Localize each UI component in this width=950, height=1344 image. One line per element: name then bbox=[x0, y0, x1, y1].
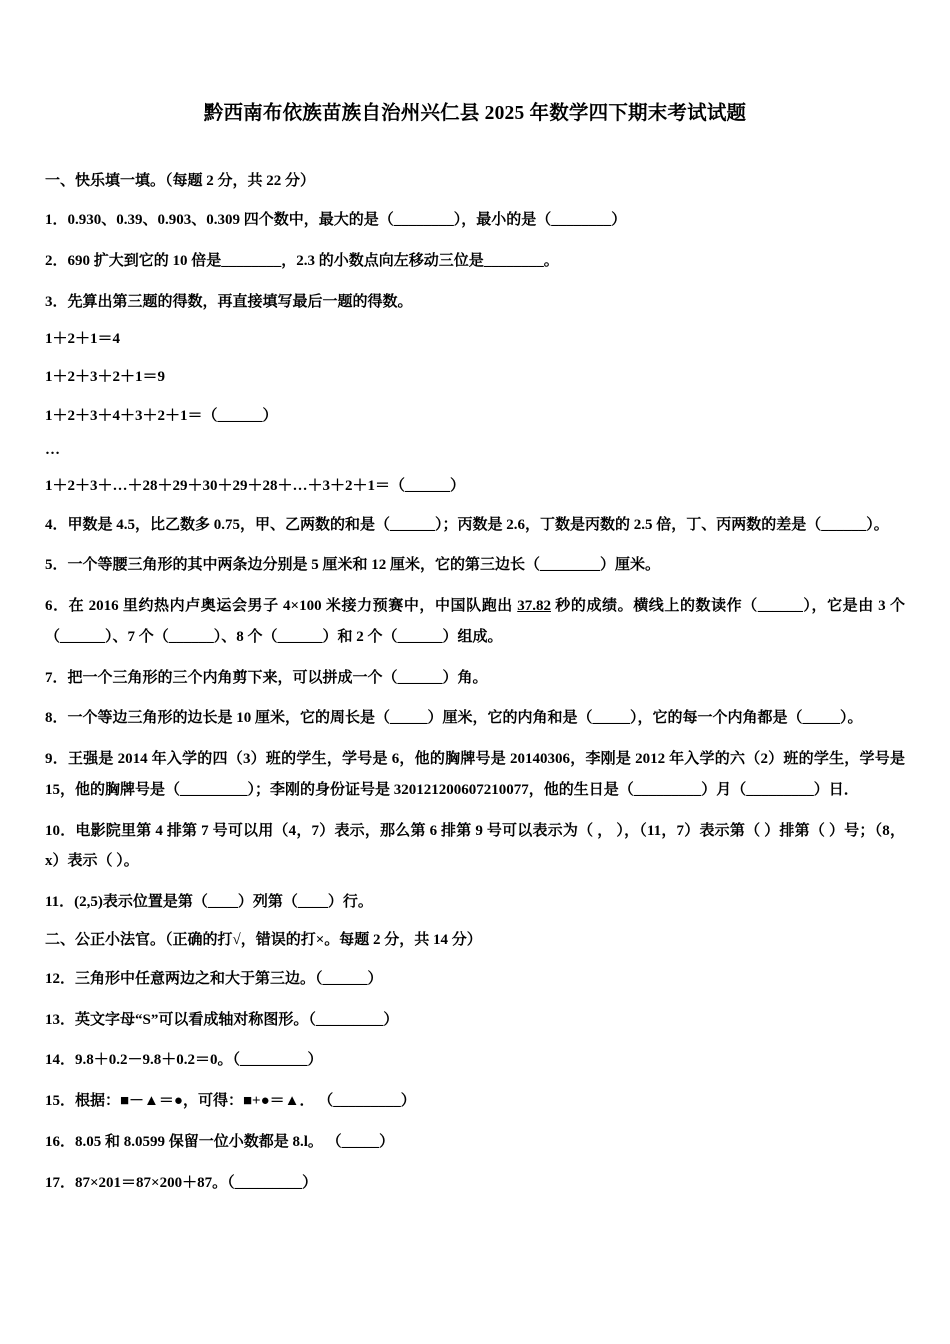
question-6-part-b: 秒的成绩。横线上的数读作（______），它是由 3 个（______）、7 个（______）、8 个（______）和 2 个（______）组成。 bbox=[45, 598, 905, 645]
question-5: 5．一个等腰三角形的其中两条边分别是 5 厘米和 12 厘米，它的第三边长（________）厘米。 bbox=[45, 557, 661, 574]
question-3-ellipsis: … bbox=[45, 441, 62, 458]
question-3-line-5: 1＋2＋3＋…＋28＋29＋30＋29＋28＋…＋3＋2＋1＝（______） bbox=[45, 477, 466, 494]
question-7: 7．把一个三角形的三个内角剪下来，可以拼成一个（______）角。 bbox=[45, 669, 488, 686]
page-title: 黔西南布依族苗族自治州兴仁县 2025 年数学四下期末考试试题 bbox=[203, 103, 747, 124]
question-6-underlined-value: 37.82 bbox=[517, 598, 551, 615]
question-15: 15．根据：■－▲＝●，可得：■+●＝▲． （_________） bbox=[45, 1093, 416, 1110]
question-1: 1．0.930、0.39、0.903、0.309 四个数中，最大的是（________），最小的是（________） bbox=[45, 212, 627, 229]
question-11: 11．(2,5)表示位置是第（____）列第（____）行。 bbox=[45, 894, 373, 911]
question-9: 9．王强是 2014 年入学的四（3）班的学生，学号是 6，他的胸牌号是 20140306，李刚是 2012 年入学的六（2）班的学生，学号是 15，他的胸牌号是（_________）；李刚的身份证号是 320121200607210077，他的生日是（_________）月（_________）日． bbox=[45, 751, 905, 798]
question-13: 13．英文字母“S”可以看成轴对称图形。（_________） bbox=[45, 1011, 399, 1028]
section-heading-fill: 一、快乐填一填。（每题 2 分，共 22 分） bbox=[45, 173, 316, 190]
question-10: 10．电影院里第 4 排第 7 号可以用（4，7）表示，那么第 6 排第 9 号可以表示为（ ， ），（11，7）表示第（ ）排第（ ）号；（8，x）表示（ ）。 bbox=[45, 822, 905, 870]
question-14: 14．9.8＋0.2－9.8＋0.2＝0。（_________） bbox=[45, 1052, 323, 1069]
question-3: 3．先算出第三题的得数，再直接填写最后一题的得数。 bbox=[45, 293, 413, 310]
question-6-part-a: 6．在 2016 里约热内卢奥运会男子 4×100 米接力预赛中，中国队跑出 bbox=[45, 598, 518, 615]
question-8: 8．一个等边三角形的边长是 10 厘米，它的周长是（_____）厘米，它的内角和是（_____），它的每一个内角都是（_____）。 bbox=[45, 710, 863, 727]
question-12: 12．三角形中任意两边之和大于第三边。（______） bbox=[45, 970, 383, 987]
question-3-line-1: 1＋2＋1＝4 bbox=[45, 330, 121, 347]
question-6 bbox=[45, 591, 905, 653]
question-3-line-2: 1＋2＋3＋2＋1＝9 bbox=[45, 369, 166, 386]
question-16: 16．8.05 和 8.0599 保留一位小数都是 8.l。 （_____） bbox=[45, 1133, 395, 1150]
question-3-line-3: 1＋2＋3＋4＋3＋2＋1＝（______） bbox=[45, 408, 278, 425]
section-heading-judge: 二、公正小法官。（正确的打√，错误的打×。每题 2 分，共 14 分） bbox=[45, 931, 482, 948]
question-2: 2．690 扩大到它的 10 倍是________，2.3 的小数点向左移动三位是________。 bbox=[45, 253, 559, 270]
question-4: 4．甲数是 4.5，比乙数多 0.75，甲、乙两数的和是（______）；丙数是 2.6，丁数是丙数的 2.5 倍，丁、丙两数的差是（______）。 bbox=[45, 516, 889, 533]
question-17: 17．87×201＝87×200＋87。（_________） bbox=[45, 1174, 318, 1191]
